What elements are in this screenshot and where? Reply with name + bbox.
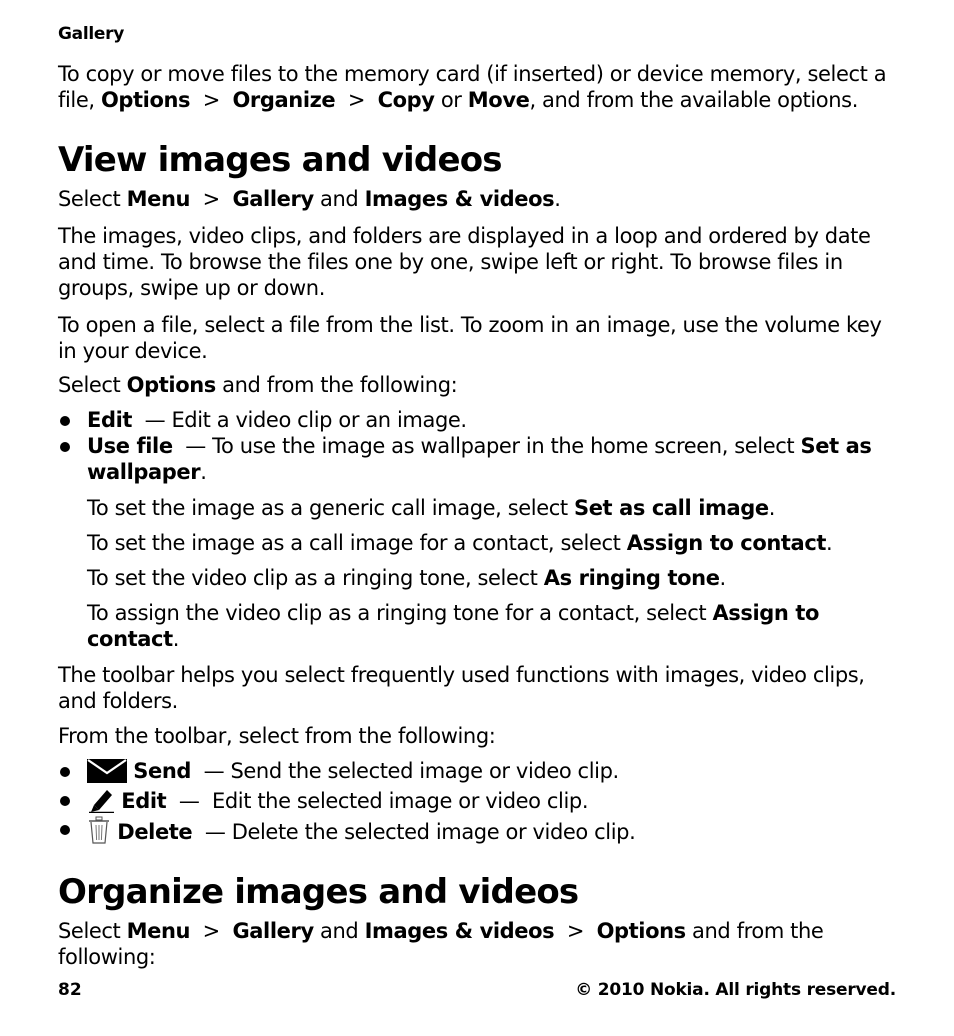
copyright-notice: © 2010 Nokia. All rights reserved. [575, 980, 896, 1000]
toolbar-item-send: Send — Send the selected image or video clip. [58, 758, 898, 789]
list-item-edit: Edit — Edit a video clip or an image. [87, 408, 467, 432]
browse-paragraph: The images, video clips, and folders are displayed in a loop and ordered by date and time. To browse the files one by one, swipe left or right. To browse files in groups, swipe up or down. [58, 224, 871, 300]
open-file-paragraph: To open a file, select a file from the list. To zoom in an image, use the volume key in your device. [58, 313, 882, 363]
sub-contact-tone: To assign the video clip as a ringing tone for a contact, select Assign to contact. [87, 601, 820, 651]
toolbar-paragraph: The toolbar helps you select frequently used functions with images, video clips, and folders. [58, 663, 865, 713]
envelope-icon [87, 759, 127, 789]
toolbar-item-edit: Edit — Edit the selected image or video clip. [58, 787, 898, 819]
sub-call-image: To set the image as a generic call image, select Set as call image. [87, 496, 776, 520]
running-head: Gallery [58, 24, 124, 44]
list-item-use-file: Use file — To use the image as wallpaper in the home screen, select Set as wallpaper. [87, 434, 872, 484]
page-number: 82 [58, 980, 82, 1000]
options-line: Select Options and from the following: [58, 373, 458, 397]
view-select-line: Select Menu > Gallery and Images & videos. [58, 187, 561, 211]
heading-view-images: View images and videos [58, 140, 502, 180]
trash-icon [87, 816, 111, 850]
intro-paragraph: To copy or move files to the memory card (if inserted) or device memory, select a file, Options > Organize > Copy or Move, and from the available options. [58, 62, 887, 112]
toolbar-item-delete: Delete — Delete the selected image or video clip. [58, 816, 898, 850]
heading-organize-images: Organize images and videos [58, 872, 579, 912]
toolbar-intro: From the toolbar, select from the following: [58, 724, 496, 748]
pencil-icon [87, 787, 115, 819]
sub-ringing-tone: To set the video clip as a ringing tone, select As ringing tone. [87, 566, 726, 590]
sub-contact-image: To set the image as a call image for a contact, select Assign to contact. [87, 531, 833, 555]
organize-select-line: Select Menu > Gallery and Images & videos > Options and from the following: [58, 919, 824, 969]
